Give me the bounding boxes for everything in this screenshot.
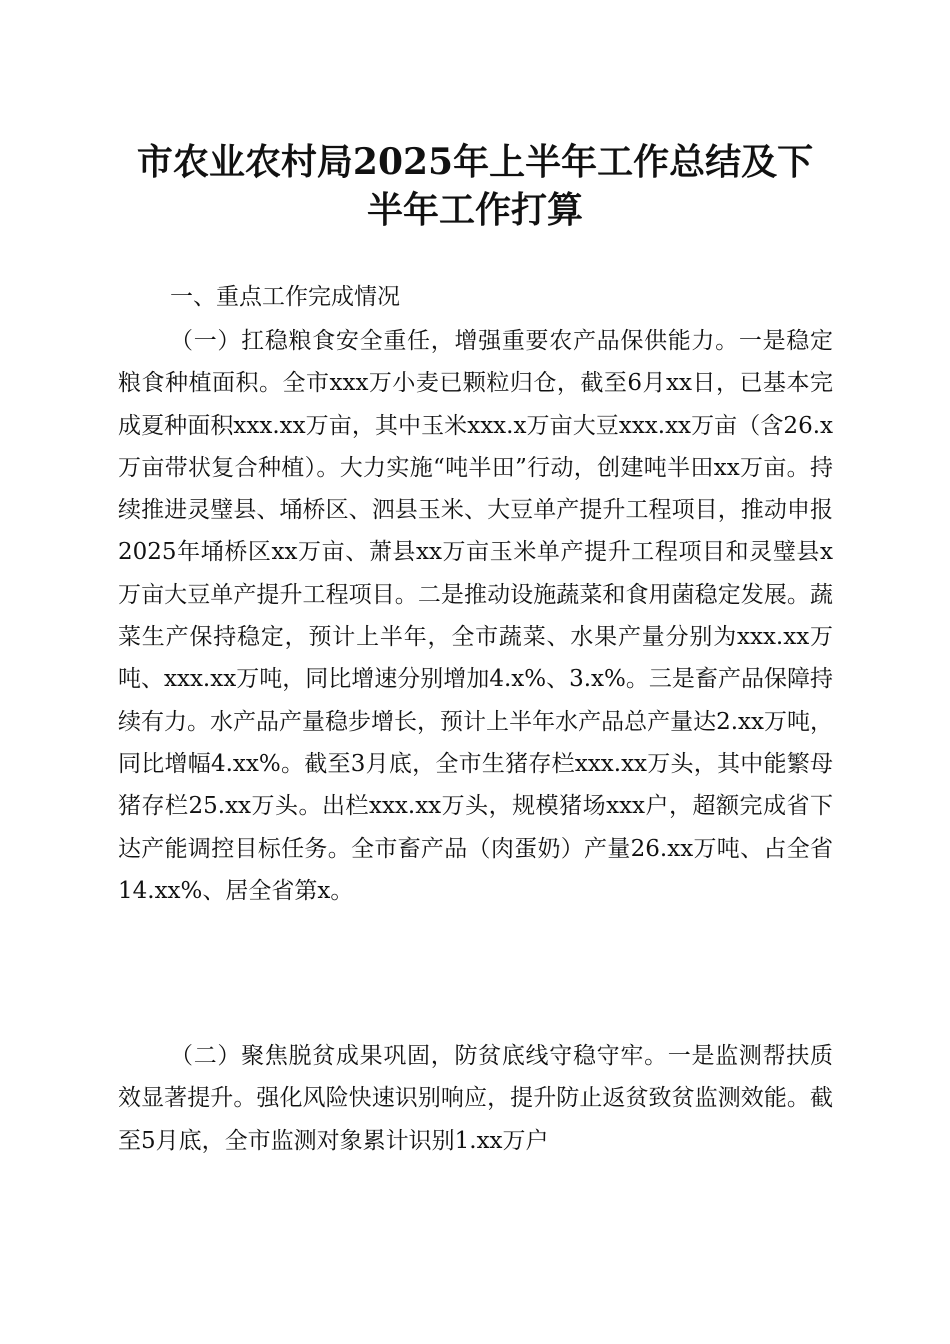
paragraph-body: 一是监测帮扶质效显著提升。强化风险快速识别响应，提升防止返贫致贫监测效能。截至5月底，全市监测对象累计识别1.xx万户 (118, 1043, 834, 1154)
paragraph-poverty-consolidation (118, 1035, 833, 1162)
document-title: 市农业农村局2025年上半年工作总结及下半年工作打算 (136, 141, 814, 231)
paragraph-grain-security (118, 320, 833, 912)
section-heading: 一、重点工作完成情况 (170, 284, 400, 310)
paragraph-subheading: （二）聚焦脱贫成果巩固，防贫底线守稳守牢。 (170, 1043, 668, 1069)
paragraph-body: 一是稳定粮食种植面积。全市xxx万小麦已颗粒归仓，截至6月xx日，已基本完成夏种面积xxx.xx万亩，其中玉米xxx.x万亩大豆xxx.xx万亩（含26.x万亩带状复合种植）。大力实施“吨半田”行动，创建吨半田xx万亩。持续推进灵璧县、埇桥区、泗县玉米、大豆单产提升工程项目，推动申报2025年埇桥区xx万亩、萧县xx万亩玉米单产提升工程项目和灵璧县x万亩大豆单产提升工程项目。二是推动设施蔬菜和食用菌稳定发展。蔬菜生产保持稳定，预计上半年，全市蔬菜、水果产量分别为xxx.xx万吨、xxx.xx万吨，同比增速分别增加4.x%、3.x%。三是畜产品保障持续有力。水产品产量稳步增长，预计上半年水产品总产量达2.xx万吨，同比增幅4.xx%。截至3月底，全市生猪存栏xxx.xx万头，其中能繁母猪存栏25.xx万头。出栏xxx.xx万头，规模猪场xxx户，超额完成省下达产能调控目标任务。全市畜产品（肉蛋奶）产量26.xx万吨、占全省14.xx%、居全省第x。 (118, 328, 834, 904)
paragraph-subheading: （一）扛稳粮食安全重任，增强重要农产品保供能力。 (170, 328, 739, 354)
